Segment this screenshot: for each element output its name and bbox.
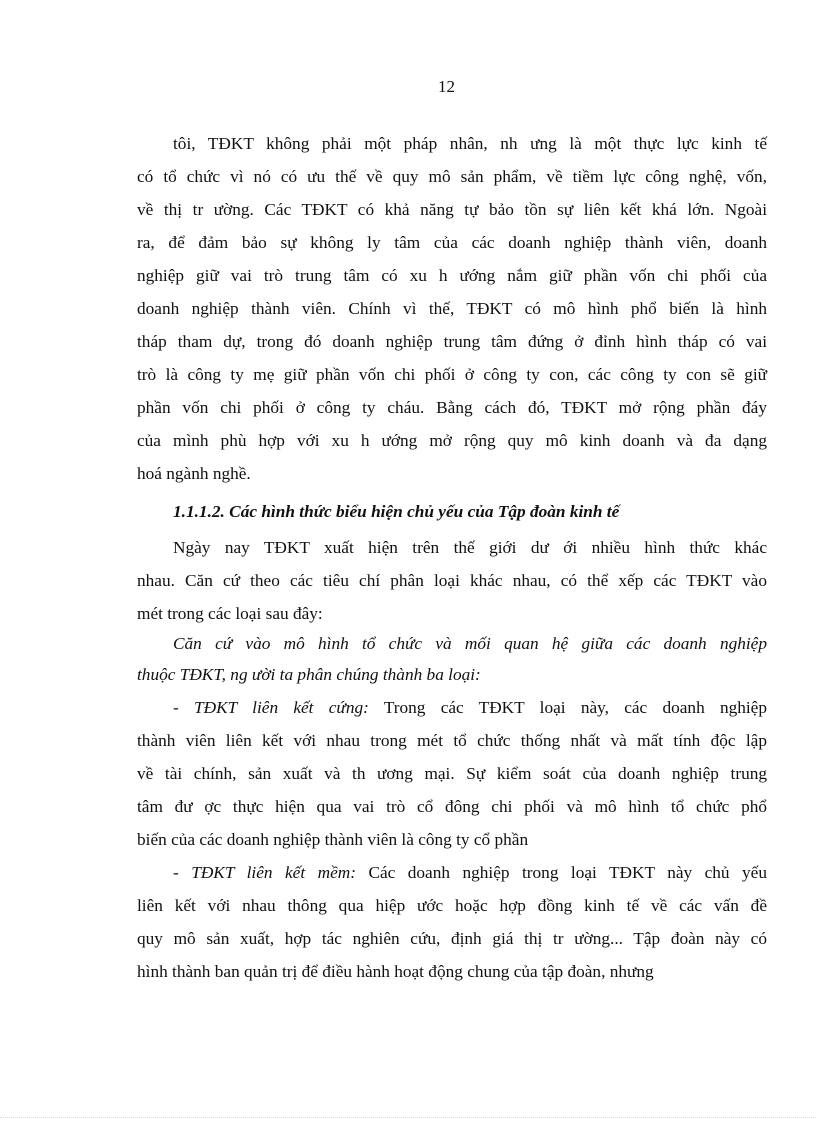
text-line: liên kết với nhau thông qua hiệp ước hoặc hợp đồng kinh tế về các vấn đề <box>137 896 767 915</box>
text-line: tháp tham dự, trong đó doanh nghiệp trung tâm đứng ở đỉnh hình tháp có vai <box>137 332 767 351</box>
text-line: nhau. Căn cứ theo các tiêu chí phân loại khác nhau, có thể xếp các TĐKT vào <box>137 571 767 590</box>
text-line: quy mô sản xuất, hợp tác nghiên cứu, định giá thị tr ường... Tập đoàn này có <box>137 929 767 948</box>
section-heading: 1.1.1.2. Các hình thức biểu hiện chủ yếu của Tập đoàn kinh tế <box>173 502 620 521</box>
text-line: về thị tr ường. Các TĐKT có khả năng tự bảo tồn sự liên kết khá lớn. Ngoài <box>137 200 767 219</box>
text-line: thành viên liên kết với nhau trong mét tổ chức thống nhất và mất tính độc lập <box>137 731 767 750</box>
list-item-first-line <box>173 862 767 884</box>
text-line: Căn cứ vào mô hình tổ chức và mối quan hệ giữa các doanh nghiệp <box>173 634 767 653</box>
text-line: tôi, TĐKT không phải một pháp nhân, nh ưng là một thực lực kinh tế <box>173 134 767 153</box>
text-line: tâm đư ợc thực hiện qua vai trò cổ đông chi phối và mô hình tổ chức phổ <box>137 797 767 816</box>
text-line: hoá ngành nghề. <box>137 464 251 483</box>
text-line: thuộc TĐKT, ng ười ta phân chúng thành ba loại: <box>137 665 481 684</box>
page-bottom-divider <box>0 1117 816 1118</box>
text-line: có tổ chức vì nó có ưu thế về quy mô sản phẩm, về tiềm lực công nghệ, vốn, <box>137 167 767 186</box>
list-item-first-line <box>173 697 767 719</box>
text-line: Ngày nay TĐKT xuất hiện trên thế giới dư ới nhiều hình thức khác <box>173 538 767 557</box>
text-line: về tài chính, sản xuất và th ương mại. Sự kiểm soát của doanh nghiệp trung <box>137 764 767 783</box>
list-item-term: - TĐKT liên kết mềm: <box>173 863 356 882</box>
text-line: nghiệp giữ vai trò trung tâm có xu h ướng nắm giữ phần vốn chi phối của <box>137 266 767 285</box>
text-line: hình thành ban quản trị để điều hành hoạt động chung của tập đoàn, nhưng <box>137 962 654 981</box>
text-line: của mình phù hợp với xu h ướng mở rộng quy mô kinh doanh và đa dạng <box>137 431 767 450</box>
text-line: trò là công ty mẹ giữ phần vốn chi phối ở công ty con, các công ty con sẽ giữ <box>137 365 767 384</box>
text-line: doanh nghiệp thành viên. Chính vì thế, TĐKT có mô hình phổ biến là hình <box>137 299 767 318</box>
text-line: ra, để đảm bảo sự không ly tâm của các doanh nghiệp thành viên, doanh <box>137 233 767 252</box>
list-item-text: Các doanh nghiệp trong loại TĐKT này chủ yếu <box>355 863 767 882</box>
list-item-text: Trong các TĐKT loại này, các doanh nghiệp <box>368 698 767 717</box>
text-line: mét trong các loại sau đây: <box>137 604 323 623</box>
list-item-term: - TĐKT liên kết cứng: <box>173 698 369 717</box>
page-number: 12 <box>438 77 455 96</box>
text-line: phần vốn chi phối ở công ty cháu. Bằng cách đó, TĐKT mở rộng phần đáy <box>137 398 767 417</box>
text-line: biến của các doanh nghiệp thành viên là công ty cổ phần <box>137 830 529 849</box>
